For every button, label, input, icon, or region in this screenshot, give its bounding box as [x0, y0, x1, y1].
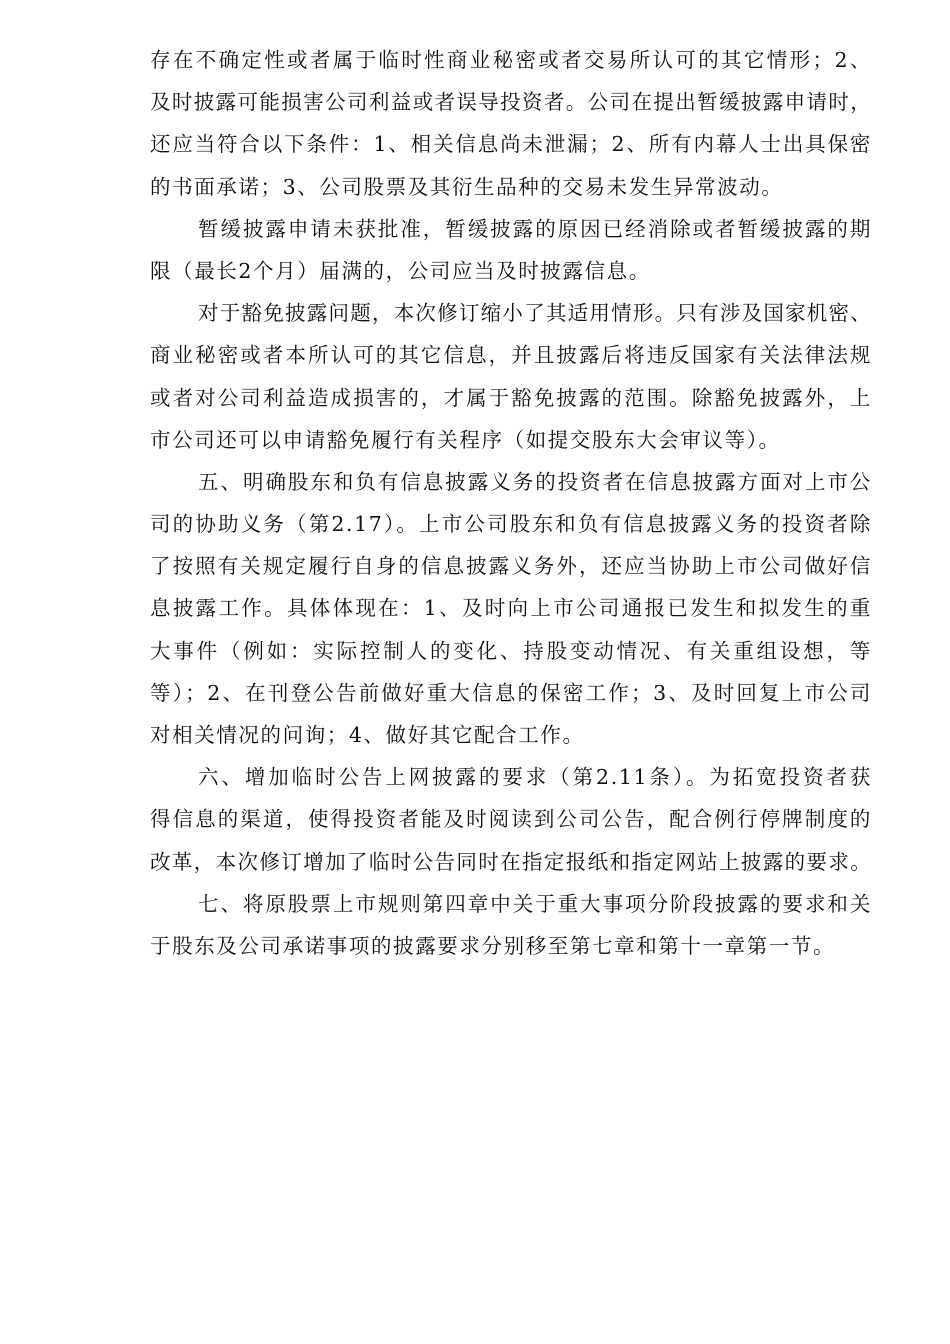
text-line: 或者对公司利益造成损害的，才属于豁免披露的范围。除豁免披露外，上 — [150, 385, 872, 410]
text-line: 对相关情况的问询；4、做好其它配合工作。 — [150, 723, 585, 747]
text-line: 还应当符合以下条件：1、相关信息尚未泄漏；2、所有内幕人士出具保密 — [150, 132, 872, 157]
text-line: 对于豁免披露问题，本次修订缩小了其适用情形。只有涉及国家机密、 — [198, 301, 872, 326]
text-line: 存在不确定性或者属于临时性商业秘密或者交易所认可的其它情形；2、 — [150, 48, 872, 72]
text-line: 市公司还可以申请豁免履行有关程序（如提交股东大会审议等）。 — [150, 427, 781, 452]
text-line: 得信息的渠道，使得投资者能及时阅读到公司公告，配合例行停牌制度的 — [150, 807, 872, 832]
text-line: 及时披露可能损害公司利益或者误导投资者。公司在提出暂缓披露申请时， — [150, 90, 872, 115]
text-line: 大事件（例如：实际控制人的变化、持股变动情况、有关重组设想，等 — [150, 638, 872, 663]
text-line: 的书面承诺；3、公司股票及其衍生品种的交易未发生异常波动。 — [150, 174, 784, 199]
text-line: 暂缓披露申请未获批准，暂缓披露的原因已经消除或者暂缓披露的期 — [198, 216, 872, 241]
text-line: 五、明确股东和负有信息披露义务的投资者在信息披露方面对上市公 — [198, 469, 872, 494]
text-line: 息披露工作。具体体现在：1、及时向上市公司通报已发生和拟发生的重 — [150, 596, 872, 621]
document-body — [150, 39, 872, 967]
text-line: 于股东及公司承诺事项的披露要求分别移至第七章和第十一章第一节。 — [150, 933, 836, 958]
text-line: 司的协助义务（第2.17）。上市公司股东和负有信息披露义务的投资者除 — [150, 512, 872, 537]
text-line: 六、增加临时公告上网披露的要求（第2.11条）。为拓宽投资者获 — [198, 765, 872, 790]
text-line: 七、将原股票上市规则第四章中关于重大事项分阶段披露的要求和关 — [198, 891, 872, 916]
text-line: 改革，本次修订增加了临时公告同时在指定报纸和指定网站上披露的要求。 — [150, 849, 872, 874]
text-line: 了按照有关规定履行自身的信息披露义务外，还应当协助上市公司做好信 — [150, 554, 872, 579]
text-line: 商业秘密或者本所认可的其它信息，并且披露后将违反国家有关法律法规 — [150, 343, 872, 368]
text-line: 限（最长2个月）届满的，公司应当及时披露信息。 — [150, 258, 651, 283]
text-line: 等）；2、在刊登公告前做好重大信息的保密工作；3、及时回复上市公司 — [150, 680, 872, 705]
